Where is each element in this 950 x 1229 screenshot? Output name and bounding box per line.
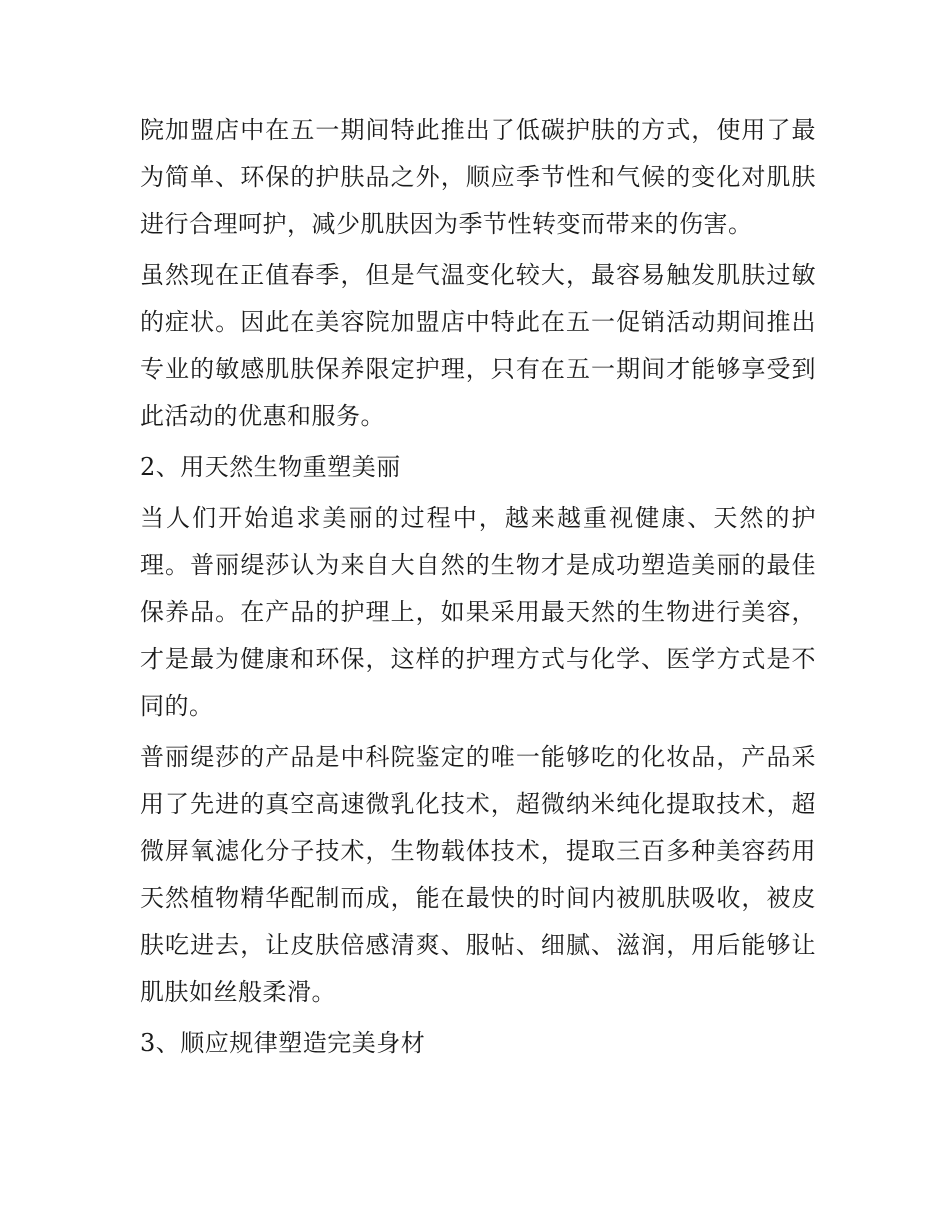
paragraph-low-carbon-care: 院加盟店中在五一期间特此推出了低碳护肤的方式，使用了最为简单、环保的护肤品之外，顺应季节性和气候的变化对肌肤进行合理呵护，减少肌肤因为季节性转变而带来的伤害。 (140, 116, 816, 238)
paragraph-product-technology: 普丽缇莎的产品是中科院鉴定的唯一能够吃的化妆品，产品采用了先进的真空高速微乳化技术，超微纳米纯化提取技术，超微屏氧滤化分子技术，生物载体技术，提取三百多种美容药用天然植物精华配制而成，能在最快的时间内被肌肤吸收，被皮肤吃进去，让皮肤倍感清爽、服帖、细腻、滋润，用后能够让肌肤如丝般柔滑。 (140, 743, 816, 1006)
section-heading-2: 2、用天然生物重塑美丽 (140, 453, 401, 481)
section-heading-3: 3、顺应规律塑造完美身材 (140, 1029, 426, 1057)
paragraph-natural-care: 当人们开始追求美丽的过程中，越来越重视健康、天然的护理。普丽缇莎认为来自大自然的生物才是成功塑造美丽的最佳保养品。在产品的护理上，如果采用最天然的生物进行美容，才是最为健康和环保，这样的护理方式与化学、医学方式是不同的。 (140, 504, 816, 720)
document-body (140, 107, 816, 1071)
paragraph-sensitive-skin: 虽然现在正值春季，但是气温变化较大，最容易触发肌肤过敏的症状。因此在美容院加盟店中特此在五一促销活动期间推出专业的敏感肌肤保养限定护理，只有在五一期间才能够享受到此活动的优惠和服务。 (140, 261, 816, 430)
